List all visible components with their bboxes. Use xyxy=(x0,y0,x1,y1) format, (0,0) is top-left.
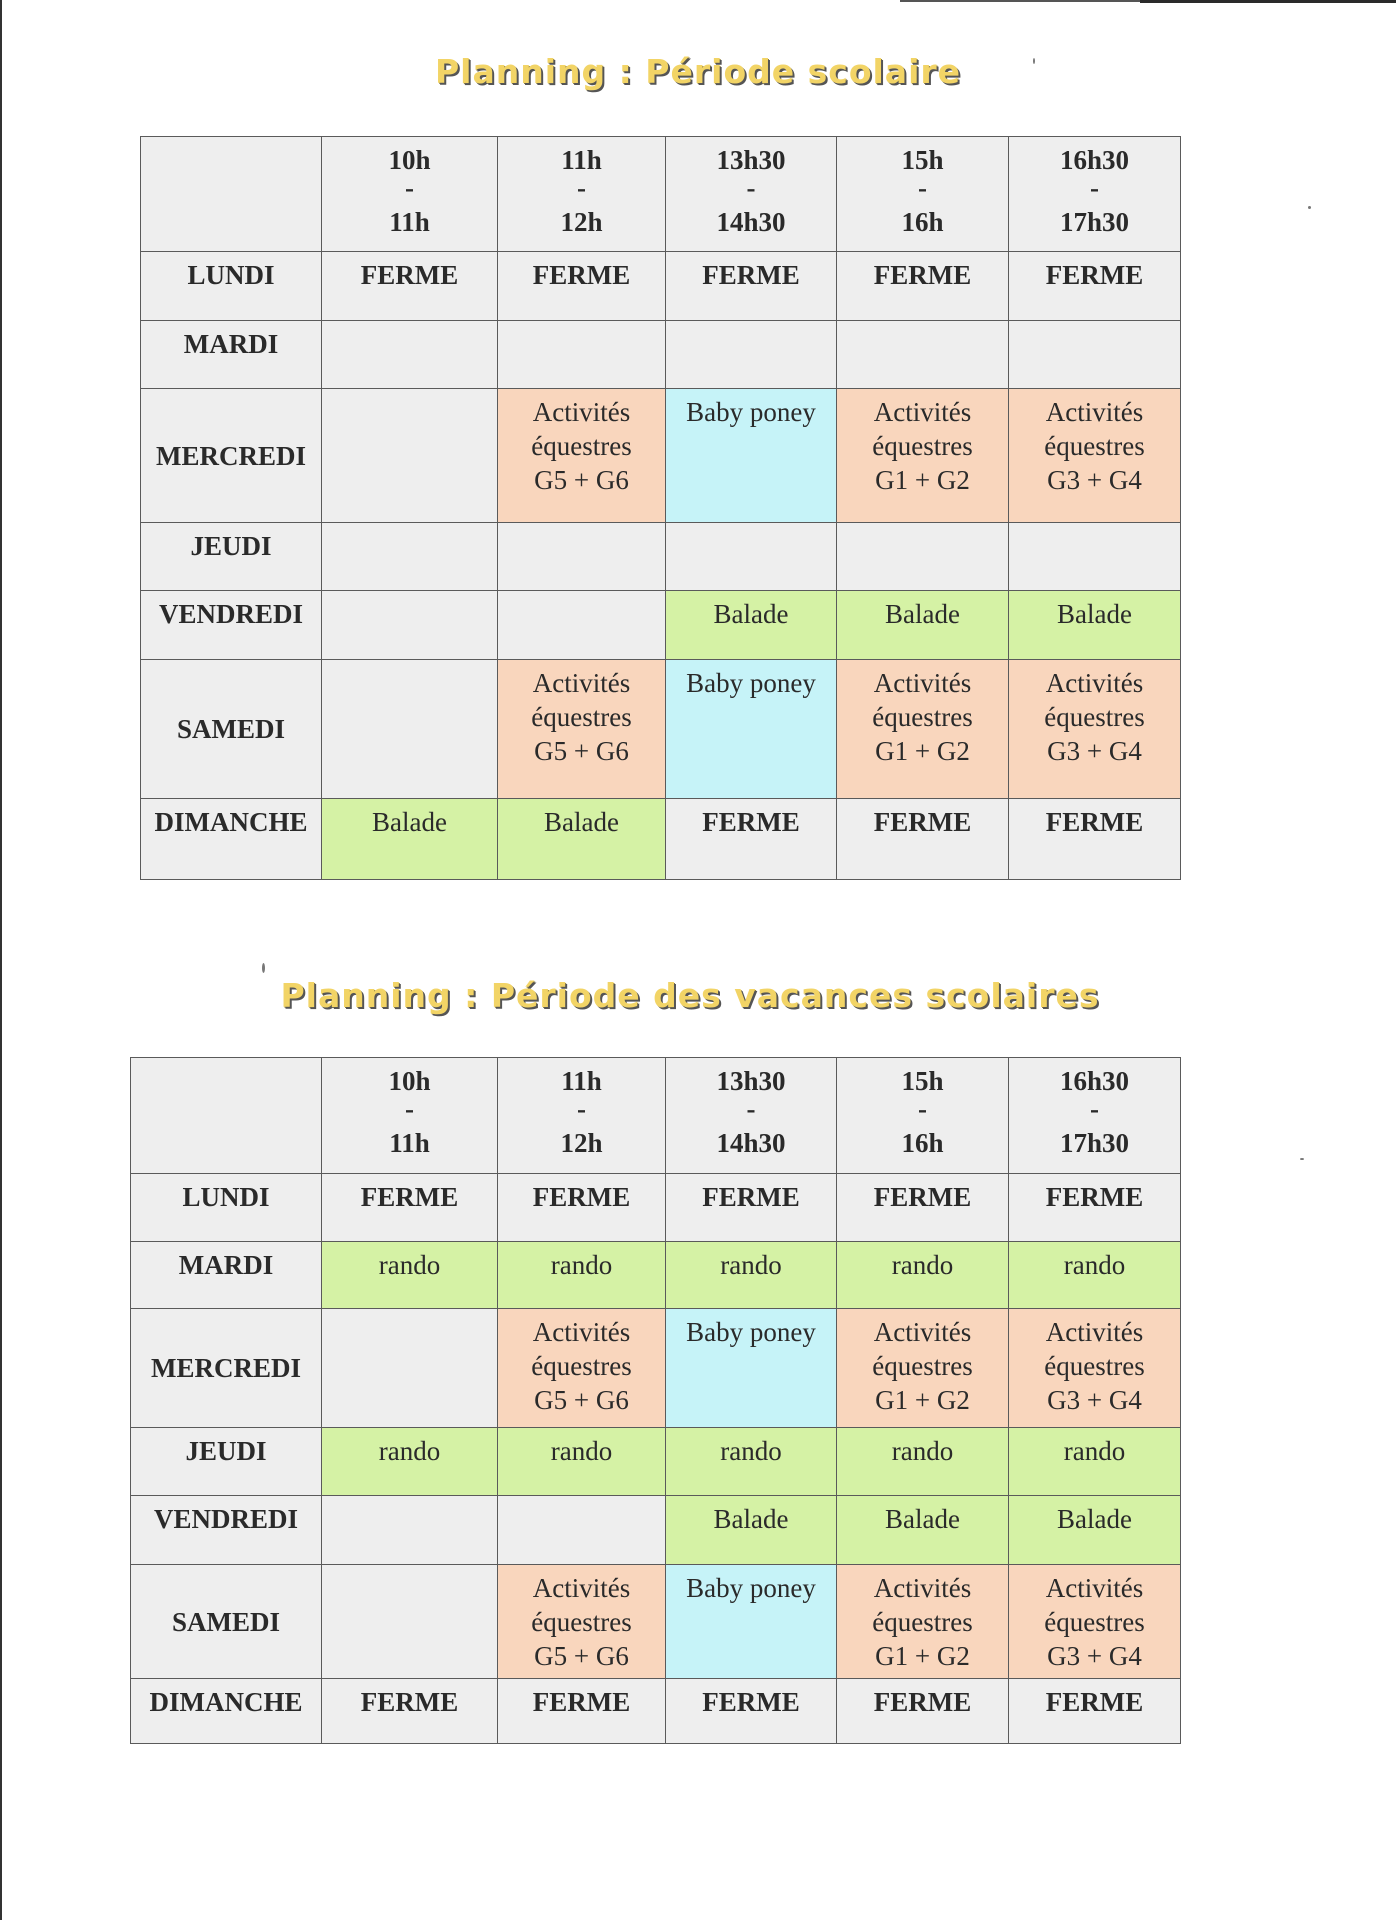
schedule-cell-ferme xyxy=(498,252,666,321)
cell-text: FERME xyxy=(1045,260,1144,290)
schedule-cell-ferme xyxy=(322,252,498,321)
cell-text: rando xyxy=(1063,1250,1126,1280)
day-label: VENDREDI xyxy=(131,1496,322,1565)
time-slot-sep: - xyxy=(1090,173,1099,203)
schedule-cell-baby xyxy=(666,660,837,799)
day-label: DIMANCHE xyxy=(141,799,322,880)
schedule-cell-outdoor xyxy=(322,799,498,880)
schedule-cell-activity xyxy=(837,389,1009,523)
corner-cell xyxy=(141,137,322,252)
schedule-cell-ferme xyxy=(322,1174,498,1242)
day-row-lundi xyxy=(131,1174,1181,1242)
cell-text: G5 + G6 xyxy=(534,1385,629,1415)
day-row-lundi xyxy=(141,252,1181,321)
schedule-cell-empty xyxy=(322,660,498,799)
time-slot-start: 13h30 xyxy=(716,1066,786,1096)
header-row xyxy=(131,1058,1181,1174)
time-slot-header xyxy=(498,1058,666,1174)
schedule-cell-ferme xyxy=(1009,1174,1181,1242)
cell-text: Baby poney xyxy=(686,397,816,427)
schedule-cell-empty xyxy=(666,523,837,591)
time-slot-start: 10h xyxy=(388,1066,431,1096)
schedule-cell-outdoor xyxy=(837,1242,1009,1309)
schedule-cell-empty xyxy=(498,591,666,660)
schedule-cell-ferme xyxy=(498,1174,666,1242)
cell-text: équestres xyxy=(1044,1607,1145,1637)
day-label: SAMEDI xyxy=(131,1565,322,1679)
schedule-cell-outdoor xyxy=(1009,591,1181,660)
cell-text: Balade xyxy=(885,599,960,629)
cell-text: G1 + G2 xyxy=(875,1641,970,1671)
cell-text: Activités xyxy=(1045,397,1144,427)
cell-text: Activités xyxy=(1045,668,1144,698)
cell-text: Activités xyxy=(873,1573,972,1603)
cell-text: FERME xyxy=(873,1687,972,1717)
time-slot-end: 17h30 xyxy=(1059,207,1130,237)
cell-text: équestres xyxy=(872,1351,973,1381)
cell-text: FERME xyxy=(873,807,972,837)
cell-text: équestres xyxy=(872,702,973,732)
schedule-cell-ferme xyxy=(837,1174,1009,1242)
schedule-cell-outdoor xyxy=(837,1428,1009,1496)
scan-speck xyxy=(1308,206,1311,209)
day-row-vendredi xyxy=(131,1496,1181,1565)
cell-text: rando xyxy=(378,1436,441,1466)
scan-edge-left xyxy=(0,0,2,1920)
cell-text: FERME xyxy=(873,1182,972,1212)
cell-text: rando xyxy=(891,1250,954,1280)
day-label: SAMEDI xyxy=(141,660,322,799)
schedule-cell-activity xyxy=(1009,1309,1181,1428)
schedule-cell-ferme xyxy=(1009,799,1181,880)
cell-text: FERME xyxy=(1045,1182,1144,1212)
schedule-cell-empty xyxy=(666,321,837,389)
day-label: VENDREDI xyxy=(141,591,322,660)
schedule-cell-outdoor xyxy=(498,1428,666,1496)
cell-text: Balade xyxy=(1057,1504,1132,1534)
schedule-cell-ferme xyxy=(666,1174,837,1242)
cell-text: Activités xyxy=(532,668,631,698)
cell-text: équestres xyxy=(531,1607,632,1637)
schedule-cell-empty xyxy=(322,1496,498,1565)
cell-text: équestres xyxy=(1044,1351,1145,1381)
scan-speck xyxy=(1300,1158,1304,1160)
time-slot-header xyxy=(837,137,1009,252)
scan-edge-top xyxy=(900,0,1140,2)
schedule-cell-ferme xyxy=(498,1679,666,1744)
schedule-cell-empty xyxy=(837,523,1009,591)
time-slot-header xyxy=(666,137,837,252)
cell-text: équestres xyxy=(872,1607,973,1637)
cell-text: Activités xyxy=(532,1573,631,1603)
time-slot-end: 12h xyxy=(560,1128,603,1158)
header-row xyxy=(141,137,1181,252)
schedule-cell-activity xyxy=(1009,389,1181,523)
schedule-cell-empty xyxy=(322,591,498,660)
cell-text: G5 + G6 xyxy=(534,736,629,766)
time-slot-start: 13h30 xyxy=(716,145,786,175)
time-slot-sep: - xyxy=(746,1094,756,1124)
time-slot-end: 16h xyxy=(901,1128,944,1158)
day-row-dimanche xyxy=(131,1679,1181,1744)
schedule-cell-empty xyxy=(1009,321,1181,389)
cell-text: G3 + G4 xyxy=(1047,736,1142,766)
schedule-cell-empty xyxy=(498,321,666,389)
schedule-cell-baby xyxy=(666,1309,837,1428)
schedule-cell-outdoor xyxy=(322,1242,498,1309)
schedule-cell-outdoor xyxy=(666,1496,837,1565)
time-slot-end: 14h30 xyxy=(716,1128,786,1158)
cell-text: FERME xyxy=(702,1687,800,1717)
schedule-cell-empty xyxy=(322,1565,498,1679)
schedule-cell-ferme xyxy=(666,1679,837,1744)
cell-text: équestres xyxy=(531,431,632,461)
schedule-cell-baby xyxy=(666,389,837,523)
schedule-cell-ferme xyxy=(1009,1679,1181,1744)
schedule-cell-activity xyxy=(837,1309,1009,1428)
schedule-cell-activity xyxy=(498,389,666,523)
cell-text: G1 + G2 xyxy=(875,465,970,495)
cell-text: FERME xyxy=(360,260,459,290)
cell-text: Balade xyxy=(544,807,619,837)
day-label: MERCREDI xyxy=(141,389,322,523)
time-slot-header xyxy=(837,1058,1009,1174)
cell-text: FERME xyxy=(702,1182,800,1212)
cell-text: rando xyxy=(720,1436,782,1466)
schedule-cell-activity xyxy=(837,660,1009,799)
day-row-jeudi xyxy=(141,523,1181,591)
time-slot-sep: - xyxy=(1090,1094,1099,1124)
cell-text: rando xyxy=(891,1436,954,1466)
cell-text: rando xyxy=(550,1250,613,1280)
day-label: JEUDI xyxy=(131,1428,322,1496)
day-label: JEUDI xyxy=(141,523,322,591)
time-slot-start: 11h xyxy=(561,1066,602,1096)
time-slot-start: 15h xyxy=(901,145,944,175)
scan-speck xyxy=(262,963,265,973)
schedule-cell-outdoor xyxy=(666,1428,837,1496)
cell-text: Activités xyxy=(1045,1317,1144,1347)
day-row-mercredi xyxy=(131,1309,1181,1428)
day-row-dimanche xyxy=(141,799,1181,880)
cell-text: FERME xyxy=(360,1182,459,1212)
cell-text: Activités xyxy=(873,397,972,427)
time-slot-start: 16h30 xyxy=(1059,1066,1130,1096)
cell-text: équestres xyxy=(531,1351,632,1381)
cell-text: G3 + G4 xyxy=(1047,1385,1142,1415)
time-slot-end: 11h xyxy=(389,1128,430,1158)
cell-text: G3 + G4 xyxy=(1047,465,1142,495)
title-holiday-period: Planning : Période des vacances scolaires xyxy=(280,976,1100,1015)
cell-text: FERME xyxy=(532,1182,631,1212)
scan-edge-top-dark xyxy=(1140,0,1396,3)
day-row-samedi xyxy=(141,660,1181,799)
day-label: MARDI xyxy=(141,321,322,389)
cell-text: FERME xyxy=(532,260,631,290)
day-label: LUNDI xyxy=(131,1174,322,1242)
time-slot-end: 14h30 xyxy=(716,207,786,237)
schedule-cell-empty xyxy=(322,523,498,591)
schedule-table-holiday-period xyxy=(130,1057,1181,1744)
time-slot-start: 10h xyxy=(388,145,431,175)
schedule-cell-outdoor xyxy=(498,1242,666,1309)
time-slot-sep: - xyxy=(918,173,927,203)
cell-text: FERME xyxy=(702,260,800,290)
time-slot-start: 16h30 xyxy=(1059,145,1130,175)
time-slot-sep: - xyxy=(577,1094,586,1124)
cell-text: Balade xyxy=(372,807,447,837)
schedule-cell-outdoor xyxy=(1009,1242,1181,1309)
day-label: DIMANCHE xyxy=(131,1679,322,1744)
cell-text: Balade xyxy=(885,1504,960,1534)
time-slot-end: 17h30 xyxy=(1059,1128,1130,1158)
schedule-cell-outdoor xyxy=(1009,1428,1181,1496)
time-slot-header xyxy=(1009,137,1181,252)
cell-text: FERME xyxy=(873,260,972,290)
cell-text: G5 + G6 xyxy=(534,1641,629,1671)
cell-text: FERME xyxy=(360,1687,459,1717)
time-slot-header xyxy=(498,137,666,252)
schedule-cell-outdoor xyxy=(1009,1496,1181,1565)
title-school-period: Planning : Période scolaire xyxy=(434,52,962,91)
schedule-cell-baby xyxy=(666,1565,837,1679)
time-slot-header xyxy=(666,1058,837,1174)
cell-text: Balade xyxy=(1057,599,1132,629)
cell-text: G5 + G6 xyxy=(534,465,629,495)
time-slot-end: 11h xyxy=(389,207,430,237)
time-slot-header xyxy=(322,137,498,252)
cell-text: Activités xyxy=(1045,1573,1144,1603)
time-slot-sep: - xyxy=(405,1094,414,1124)
cell-text: équestres xyxy=(872,431,973,461)
corner-cell xyxy=(131,1058,322,1174)
schedule-cell-outdoor xyxy=(837,1496,1009,1565)
schedule-cell-ferme xyxy=(1009,252,1181,321)
cell-text: G3 + G4 xyxy=(1047,1641,1142,1671)
time-slot-header xyxy=(322,1058,498,1174)
schedule-cell-ferme xyxy=(666,252,837,321)
schedule-cell-ferme xyxy=(666,799,837,880)
day-label: MERCREDI xyxy=(131,1309,322,1428)
cell-text: Baby poney xyxy=(686,1573,816,1603)
cell-text: Activités xyxy=(873,1317,972,1347)
schedule-cell-outdoor xyxy=(666,591,837,660)
day-row-vendredi xyxy=(141,591,1181,660)
cell-text: équestres xyxy=(531,702,632,732)
time-slot-start: 15h xyxy=(901,1066,944,1096)
schedule-cell-ferme xyxy=(837,799,1009,880)
time-slot-header xyxy=(1009,1058,1181,1174)
schedule-cell-outdoor xyxy=(837,591,1009,660)
cell-text: FERME xyxy=(532,1687,631,1717)
cell-text: FERME xyxy=(702,807,800,837)
schedule-cell-ferme xyxy=(837,1679,1009,1744)
cell-text: rando xyxy=(720,1250,782,1280)
schedule-cell-activity xyxy=(1009,660,1181,799)
cell-text: FERME xyxy=(1045,807,1144,837)
schedule-cell-activity xyxy=(498,660,666,799)
cell-text: rando xyxy=(550,1436,613,1466)
schedule-cell-activity xyxy=(837,1565,1009,1679)
day-row-jeudi xyxy=(131,1428,1181,1496)
cell-text: Activités xyxy=(873,668,972,698)
time-slot-sep: - xyxy=(918,1094,927,1124)
day-row-mardi xyxy=(141,321,1181,389)
cell-text: Balade xyxy=(713,1504,789,1534)
cell-text: Activités xyxy=(532,1317,631,1347)
cell-text: G1 + G2 xyxy=(875,736,970,766)
schedule-cell-outdoor xyxy=(666,1242,837,1309)
schedule-cell-empty xyxy=(322,321,498,389)
cell-text: G1 + G2 xyxy=(875,1385,970,1415)
cell-text: FERME xyxy=(1045,1687,1144,1717)
day-row-mercredi xyxy=(141,389,1181,523)
cell-text: Baby poney xyxy=(686,1317,816,1347)
day-row-samedi xyxy=(131,1565,1181,1679)
schedule-cell-ferme xyxy=(322,1679,498,1744)
schedule-cell-empty xyxy=(322,389,498,523)
cell-text: Activités xyxy=(532,397,631,427)
cell-text: Balade xyxy=(713,599,789,629)
cell-text: Baby poney xyxy=(686,668,816,698)
time-slot-end: 12h xyxy=(560,207,603,237)
schedule-cell-activity xyxy=(1009,1565,1181,1679)
cell-text: rando xyxy=(1063,1436,1126,1466)
schedule-cell-ferme xyxy=(837,252,1009,321)
time-slot-sep: - xyxy=(746,173,756,203)
schedule-cell-outdoor xyxy=(322,1428,498,1496)
schedule-cell-activity xyxy=(498,1309,666,1428)
day-label: LUNDI xyxy=(141,252,322,321)
schedule-cell-outdoor xyxy=(498,799,666,880)
time-slot-sep: - xyxy=(577,173,586,203)
schedule-cell-empty xyxy=(322,1309,498,1428)
schedule-cell-activity xyxy=(498,1565,666,1679)
schedule-cell-empty xyxy=(837,321,1009,389)
time-slot-sep: - xyxy=(405,173,414,203)
cell-text: équestres xyxy=(1044,702,1145,732)
time-slot-start: 11h xyxy=(561,145,602,175)
cell-text: rando xyxy=(378,1250,441,1280)
schedule-cell-empty xyxy=(498,1496,666,1565)
day-row-mardi xyxy=(131,1242,1181,1309)
schedule-table-school-period xyxy=(140,136,1181,880)
day-label: MARDI xyxy=(131,1242,322,1309)
schedule-cell-empty xyxy=(1009,523,1181,591)
time-slot-end: 16h xyxy=(901,207,944,237)
schedule-cell-empty xyxy=(498,523,666,591)
cell-text: équestres xyxy=(1044,431,1145,461)
